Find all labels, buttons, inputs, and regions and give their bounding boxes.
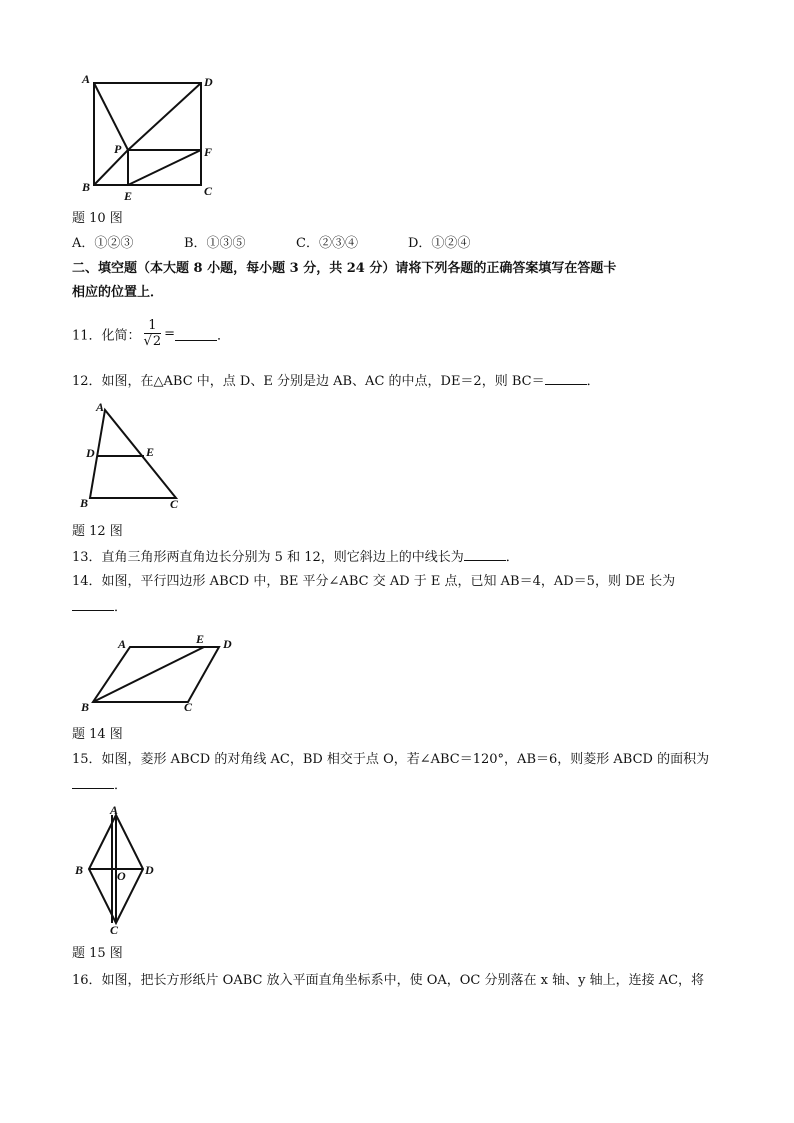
question-11: [72, 318, 230, 350]
question-13: [72, 548, 519, 567]
q12-text: 12．如图，在△ABC 中，点 D、E 分别是边 AB、AC 的中点，DE＝2，则 BC＝: [72, 374, 545, 389]
fig12-label-d: D: [86, 446, 95, 460]
question-14-line1: 14．如图，平行四边形 ABCD 中，BE 平分∠ABC 交 AD 于 E 点，已知 AB＝4，AD＝5，则 DE 长为: [72, 574, 676, 589]
fig10-label-f: F: [204, 145, 213, 159]
fig15-label-c: C: [110, 923, 119, 937]
q10-option-b: B．①③⑤: [184, 236, 246, 251]
fig10-label-d: D: [204, 75, 213, 89]
q11-end: ．: [217, 328, 231, 344]
fig15-label-d: D: [145, 863, 154, 877]
q14-answer-blank[interactable]: [72, 598, 114, 611]
fig10-label-p: P: [114, 142, 122, 156]
fig15-label-o: O: [117, 869, 126, 883]
section-2-heading-line1: 二、填空题（本大题 8 小题，每小题 3 分，共 24 分）请将下列各题的正确答案填写在答题卡: [72, 261, 617, 276]
fig14-label-e: E: [196, 632, 205, 646]
segment-pd: [128, 83, 201, 150]
figure-14: [78, 632, 238, 717]
triangle-abc: [90, 410, 176, 498]
question-14-line2: [72, 598, 127, 617]
fig14-label-a: A: [118, 637, 127, 651]
fig10-label-b: B: [82, 180, 91, 194]
fig14-label-b: B: [81, 700, 90, 714]
segment-ef: [128, 150, 201, 185]
q10-option-d: D．①②④: [408, 236, 471, 251]
q15-end: ．: [114, 778, 128, 793]
segment-be: [93, 647, 204, 702]
q11-fraction: [144, 318, 162, 350]
fig15-label-a: A: [110, 803, 119, 817]
question-15-line2: [72, 776, 127, 795]
fig15-label-b: B: [75, 863, 84, 877]
figure-12: [78, 400, 188, 515]
figure-14-caption: 题 14 图: [72, 727, 123, 742]
q11-prefix: 11．化简：: [72, 328, 141, 344]
segment-bp: [94, 150, 128, 185]
fig12-label-e: E: [146, 445, 155, 459]
figure-14-drawing: [78, 632, 238, 717]
q12-end: ．: [586, 374, 600, 389]
question-15-line1: 15．如图，菱形 ABCD 的对角线 AC，BD 相交于点 O，若∠ABC＝120°，AB＝6，则菱形 ABCD 的面积为: [72, 752, 710, 767]
q14-end: ．: [114, 600, 128, 615]
fig12-label-b: B: [80, 496, 89, 510]
q13-end: ．: [505, 550, 519, 565]
figure-10-drawing: [78, 72, 218, 207]
q13-answer-blank[interactable]: [464, 548, 506, 561]
q12-answer-blank[interactable]: [545, 372, 587, 385]
fig14-label-d: D: [223, 637, 232, 651]
section-2-heading-line2: 相应的位置上．: [72, 285, 164, 300]
q10-option-a: A．①②③: [72, 236, 134, 251]
question-16-line1: 16．如图，把长方形纸片 OABC 放入平面直角坐标系中，使 OA，OC 分别落在 x 轴、y 轴上，连接 AC，将: [72, 973, 705, 988]
fig14-label-c: C: [184, 700, 193, 714]
q15-answer-blank[interactable]: [72, 776, 114, 789]
fig12-label-a: A: [96, 400, 105, 414]
q10-option-c: C．②③④: [296, 236, 358, 251]
figure-10-caption: 题 10 图: [72, 211, 123, 226]
question-12: [72, 372, 600, 391]
figure-12-caption: 题 12 图: [72, 524, 123, 539]
fig10-label-c: C: [204, 184, 213, 198]
figure-10: [78, 72, 218, 207]
figure-15: [72, 803, 162, 938]
q11-radical-sign: √: [143, 334, 152, 349]
segment-ap: [94, 83, 128, 150]
q11-answer-blank[interactable]: [175, 328, 217, 341]
figure-15-caption: 题 15 图: [72, 946, 123, 961]
q11-numerator: 1: [144, 318, 162, 334]
q13-text: 13．直角三角形两直角边长分别为 5 和 12，则它斜边上的中线长为: [72, 550, 464, 565]
fig10-label-a: A: [82, 72, 91, 86]
q11-denominator: [144, 334, 162, 350]
q11-radicand: 2: [152, 334, 162, 349]
q11-equals: =: [164, 326, 176, 342]
fig10-label-e: E: [124, 189, 133, 203]
fig12-label-c: C: [170, 497, 179, 511]
